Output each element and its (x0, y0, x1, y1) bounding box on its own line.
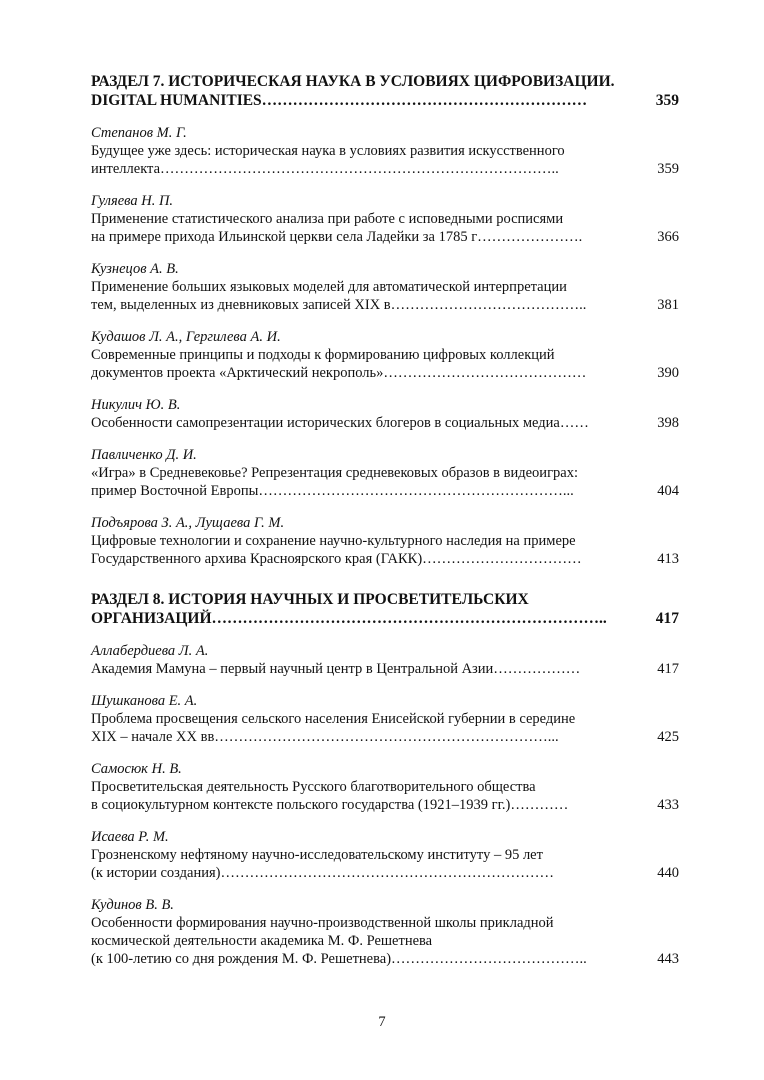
entry-page-number: 398 (657, 415, 679, 431)
page-number: 7 (378, 1014, 386, 1030)
entry-title: Особенности формирования научно-производственной школы прикладной космической деятельности академика М. Ф. Решетнева (к 100-летию со дня рождения М. Ф. Решетнева)………………………………….. (91, 915, 587, 967)
entry-author: Шушканова Е. А. (91, 693, 198, 709)
entry-page-number: 366 (657, 229, 679, 245)
toc-entry (91, 514, 679, 568)
section-page-number: 417 (655, 610, 679, 627)
entry-page-number: 425 (657, 729, 679, 745)
entry-title: Особенности самопрезентации исторических блогеров в социальных медиа…… (91, 415, 589, 431)
entry-title: Грозненскому нефтяному научно-исследовательскому институту – 95 лет (к истории создания)…………………………………………………………… (91, 847, 554, 881)
toc-entry (91, 896, 679, 968)
entry-author: Аллабердиева Л. А. (91, 643, 209, 659)
toc-entry (91, 192, 679, 246)
entry-title: «Игра» в Средневековье? Репрезентация средневековых образов в видеоиграх: пример Восточной Европы………………………………………………………... (91, 465, 578, 499)
entry-title: Применение больших языковых моделей для автоматической интерпретации тем, выделенных из дневниковых записей XIX в………………………………….. (91, 279, 587, 313)
entry-page-number: 413 (657, 551, 679, 567)
entry-author: Гуляева Н. П. (91, 193, 174, 209)
toc-section (91, 72, 679, 568)
entry-author: Никулич Ю. В. (91, 397, 181, 413)
entry-page-number: 440 (657, 865, 679, 881)
entry-page-number: 433 (657, 797, 679, 813)
toc-entry (91, 446, 679, 500)
entry-page-number: 417 (657, 661, 679, 677)
toc-entry (91, 642, 679, 678)
entry-author: Подъярова З. А., Лущаева Г. М. (91, 515, 285, 531)
section-heading (91, 72, 679, 110)
section-title: РАЗДЕЛ 8. ИСТОРИЯ НАУЧНЫХ И ПРОСВЕТИТЕЛЬСКИХ ОРГАНИЗАЦИЙ………………………………………………………………….. (91, 591, 607, 627)
section-page-number: 359 (655, 92, 679, 109)
toc-entry (91, 124, 679, 178)
entry-title: Академия Мамуна – первый научный центр в Центральной Азии……………… (91, 661, 581, 677)
entry-title: Проблема просвещения сельского населения Енисейской губернии в середине XIX – начале XX вв……………………………………………………………... (91, 711, 576, 745)
entry-author: Исаева Р. М. (91, 829, 169, 845)
section-heading (91, 590, 679, 628)
entry-page-number: 390 (657, 365, 679, 381)
toc-section (91, 590, 679, 968)
entry-page-number: 381 (657, 297, 679, 313)
section-title: РАЗДЕЛ 7. ИСТОРИЧЕСКАЯ НАУКА В УСЛОВИЯХ ЦИФРОВИЗАЦИИ. DIGITAL HUMANITIES……………………………………………………… (91, 73, 615, 109)
entry-author: Кудашов Л. А., Гергилева А. И. (91, 329, 281, 345)
entry-page-number: 359 (657, 161, 679, 177)
entry-author: Степанов М. Г. (91, 125, 187, 141)
toc-entry (91, 260, 679, 314)
entry-title: Цифровые технологии и сохранение научно-культурного наследия на примере Государственного архива Красноярского края (ГАКК)…………………………… (91, 533, 582, 567)
toc-entry (91, 828, 679, 882)
entry-title: Просветительская деятельность Русского благотворительного общества в социокультурном контексте польского государства (1921–1939 гг.)………… (91, 779, 569, 813)
entry-title: Современные принципы и подходы к формированию цифровых коллекций документов проекта «Арктический некрополь»…………………………………… (91, 347, 587, 381)
entry-page-number: 443 (657, 951, 679, 967)
toc-entry (91, 692, 679, 746)
entry-author: Кудинов В. В. (91, 897, 174, 913)
entry-page-number: 404 (657, 483, 679, 499)
entry-author: Павличенко Д. И. (91, 447, 197, 463)
toc-entry (91, 396, 679, 432)
toc-entry (91, 328, 679, 382)
entry-title: Будущее уже здесь: историческая наука в условиях развития искусственного интеллекта……………………………………………………………………….. (91, 143, 565, 177)
entry-author: Самосюк Н. В. (91, 761, 182, 777)
table-of-contents (91, 72, 679, 968)
toc-entry (91, 760, 679, 814)
entry-author: Кузнецов А. В. (91, 261, 179, 277)
entry-title: Применение статистического анализа при работе с исповедными росписями на примере прихода Ильинской церкви села Ладейки за 1785 г…………………. (91, 211, 583, 245)
